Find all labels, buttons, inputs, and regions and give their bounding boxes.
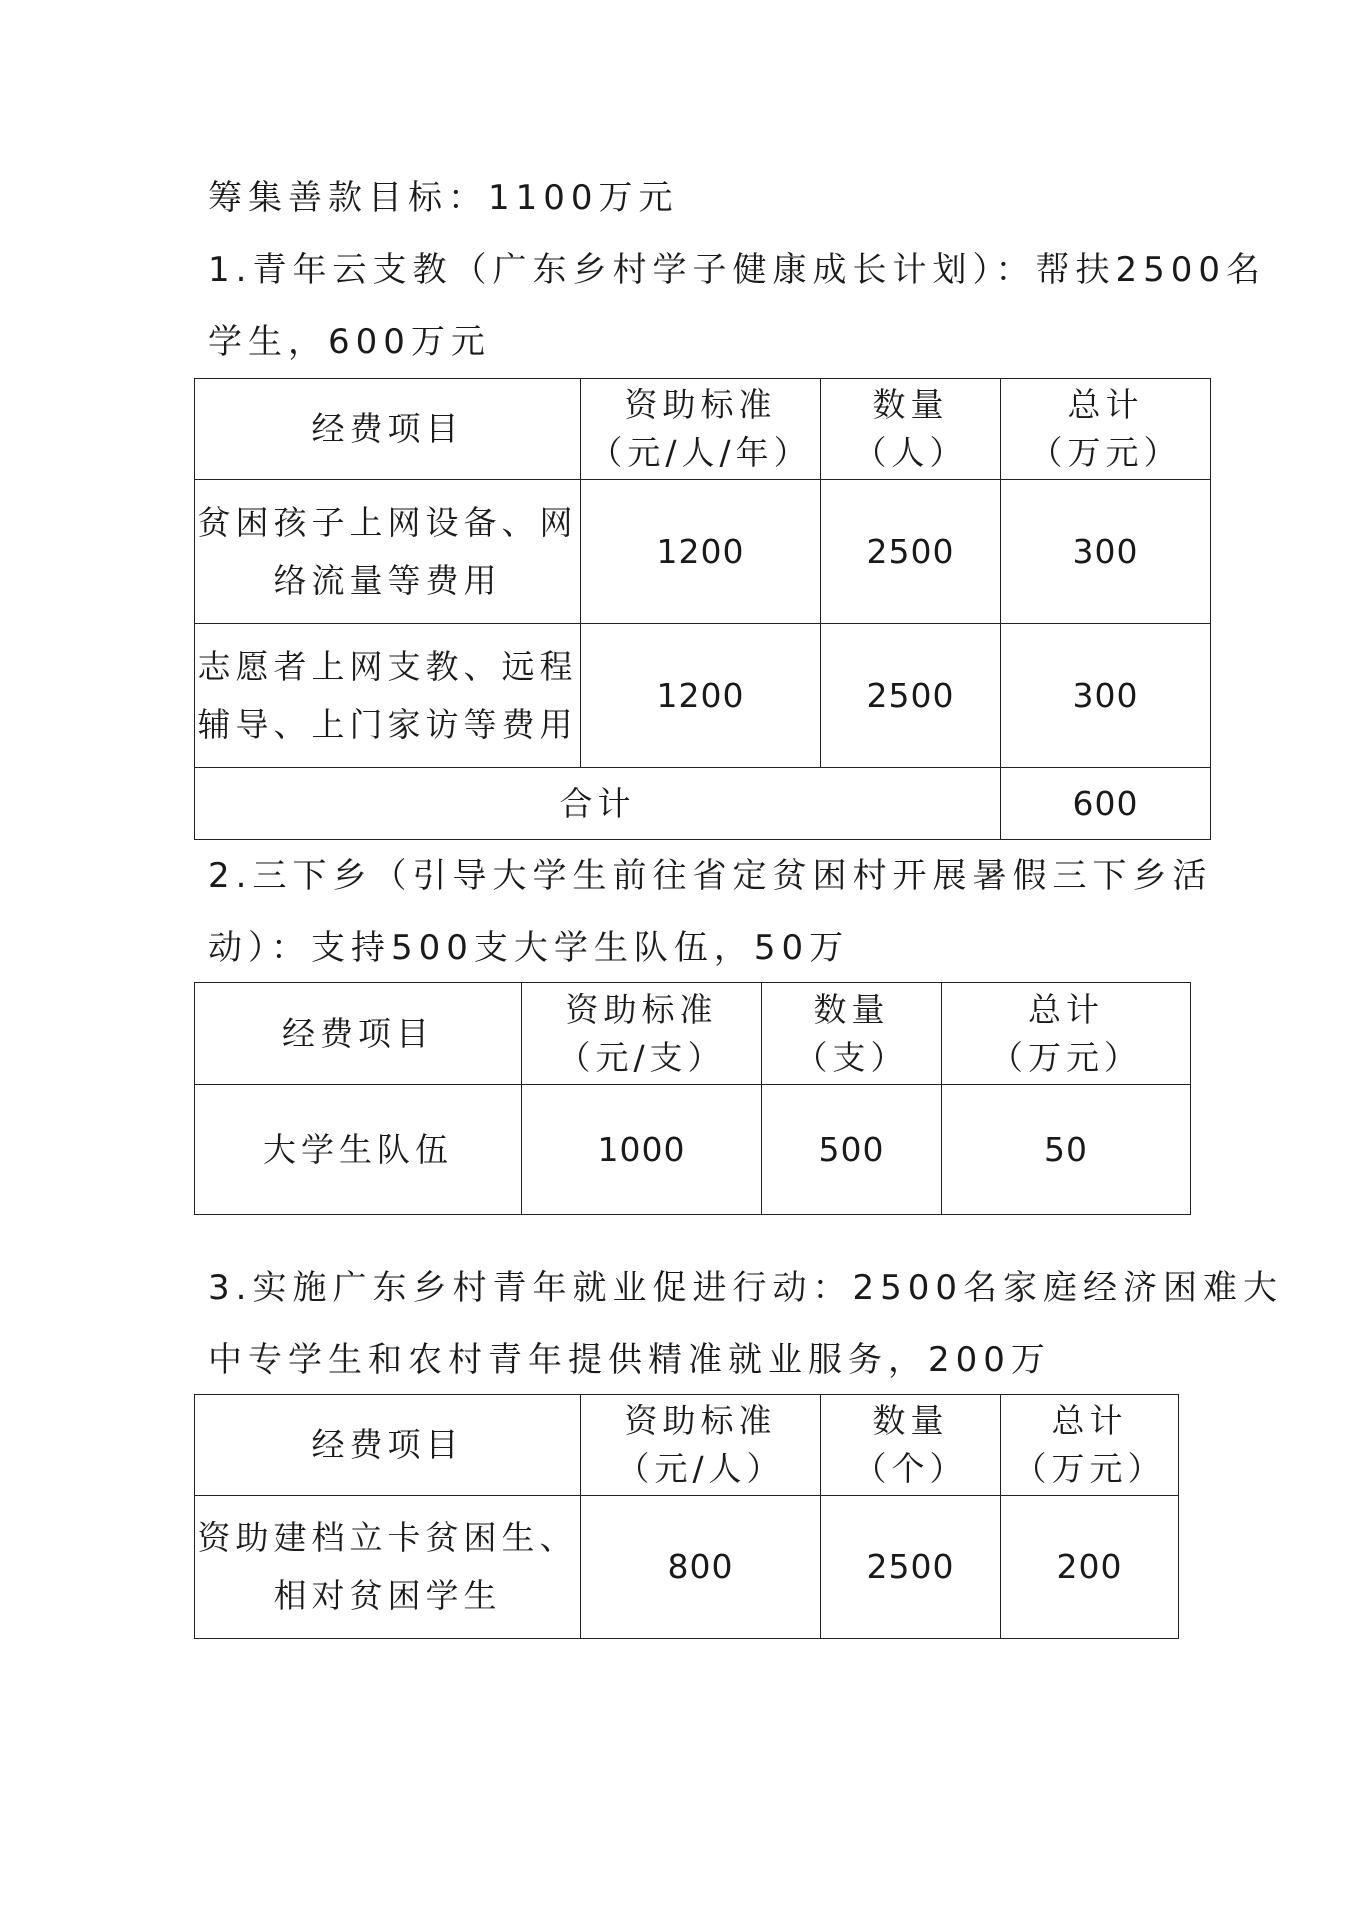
table-header-row — [195, 983, 1191, 1085]
header-standard-line1: 资助标准 — [624, 1401, 777, 1440]
cell-item-line1: 志愿者上网支教、远程 — [197, 646, 578, 686]
header-total-line1: 总计 — [1067, 385, 1144, 424]
cell-item-line1: 资助建档立卡贫困生、 — [197, 1518, 578, 1557]
cell-total: 300 — [1001, 624, 1211, 768]
cell-standard: 1000 — [522, 1085, 762, 1215]
table-row — [195, 1085, 1191, 1215]
header-quantity-line2: （支） — [794, 1037, 909, 1077]
section3-title-line1: 3.实施广东乡村青年就业促进行动：2500名家庭经济困难大 — [208, 1268, 1283, 1308]
header-item: 经费项目 — [195, 379, 581, 480]
cell-quantity: 500 — [762, 1085, 942, 1215]
header-standard-line1: 资助标准 — [565, 989, 718, 1029]
header-quantity — [821, 1395, 1001, 1496]
cell-total: 50 — [942, 1085, 1191, 1215]
cell-item-line2: 络流量等费用 — [273, 560, 502, 600]
table-row — [195, 480, 1211, 624]
cell-standard: 1200 — [581, 480, 821, 624]
cell-total: 300 — [1001, 480, 1211, 624]
header-quantity-line1: 数量 — [872, 385, 949, 424]
fundraising-goal: 筹集善款目标：1100万元 — [208, 178, 679, 218]
section1-title-line1: 1.青年云支教（广东乡村学子健康成长计划）：帮扶2500名 — [208, 250, 1266, 290]
sum-total: 600 — [1001, 768, 1211, 840]
cell-item — [195, 624, 581, 768]
header-item: 经费项目 — [195, 983, 522, 1085]
cell-quantity: 2500 — [821, 624, 1001, 768]
section2-table — [194, 982, 1191, 1215]
section3-table — [194, 1394, 1179, 1639]
sum-label: 合计 — [195, 768, 1001, 840]
header-total — [1001, 1395, 1179, 1496]
header-standard-line2: （元/人/年） — [589, 433, 812, 472]
header-total-line2: （万元） — [1029, 433, 1182, 472]
cell-item: 大学生队伍 — [195, 1085, 522, 1215]
table-row — [195, 1496, 1179, 1639]
section1-table — [194, 378, 1211, 840]
cell-item-line2: 相对贫困学生 — [273, 1576, 502, 1615]
cell-item — [195, 1496, 581, 1639]
cell-item-line2: 辅导、上门家访等费用 — [197, 704, 578, 744]
header-standard — [581, 1395, 821, 1496]
table-header-row — [195, 379, 1211, 480]
header-standard-line1: 资助标准 — [624, 385, 777, 424]
header-standard — [581, 379, 821, 480]
section1-title-line2: 学生，600万元 — [208, 322, 491, 362]
cell-standard: 1200 — [581, 624, 821, 768]
header-standard-line2: （元/人） — [616, 1449, 785, 1488]
cell-quantity: 2500 — [821, 1496, 1001, 1639]
section2-title-line2: 动）：支持500支大学生队伍，50万 — [208, 928, 850, 968]
header-standard-line2: （元/支） — [557, 1037, 726, 1077]
table-header-row — [195, 1395, 1179, 1496]
header-item: 经费项目 — [195, 1395, 581, 1496]
table-sum-row — [195, 768, 1211, 840]
header-total-line1: 总计 — [1028, 989, 1104, 1029]
cell-quantity: 2500 — [821, 480, 1001, 624]
header-total-line2: （万元） — [1013, 1449, 1166, 1488]
cell-item-line1: 贫困孩子上网设备、网 — [197, 502, 578, 542]
header-total — [942, 983, 1191, 1085]
header-quantity — [821, 379, 1001, 480]
header-quantity-line1: 数量 — [872, 1401, 949, 1440]
header-quantity — [762, 983, 942, 1085]
cell-item — [195, 480, 581, 624]
section2-title-line1: 2.三下乡（引导大学生前往省定贫困村开展暑假三下乡活 — [208, 856, 1213, 896]
cell-total: 200 — [1001, 1496, 1179, 1639]
header-quantity-line2: （个） — [853, 1449, 968, 1488]
header-total-line2: （万元） — [990, 1037, 1142, 1077]
cell-standard: 800 — [581, 1496, 821, 1639]
table-row — [195, 624, 1211, 768]
section3-title-line2: 中专学生和农村青年提供精准就业服务，200万 — [208, 1340, 1051, 1380]
header-standard — [522, 983, 762, 1085]
header-quantity-line2: （人） — [853, 433, 968, 472]
header-quantity-line1: 数量 — [813, 989, 890, 1029]
header-total-line1: 总计 — [1051, 1401, 1128, 1440]
header-total — [1001, 379, 1211, 480]
